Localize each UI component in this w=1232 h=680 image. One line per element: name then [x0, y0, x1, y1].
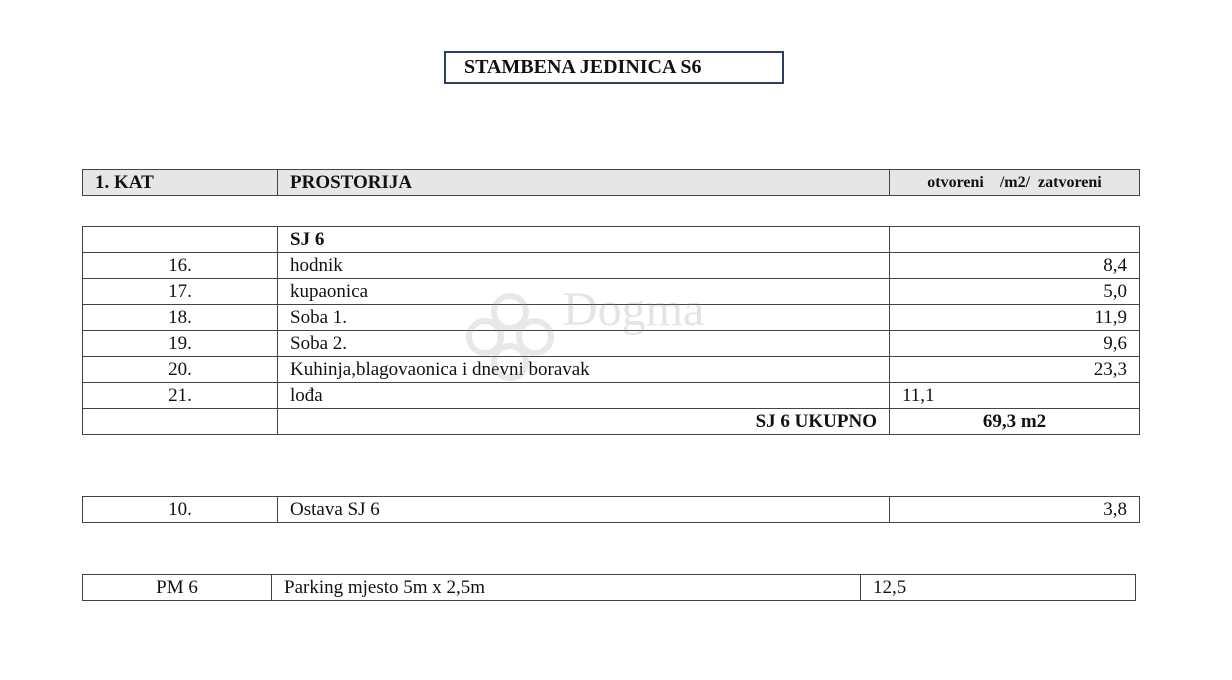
page-title: STAMBENA JEDINICA S6	[444, 51, 784, 84]
room-name: hodnik	[278, 253, 890, 279]
room-number: 19.	[83, 331, 278, 357]
unit-label: SJ 6	[278, 227, 890, 253]
room-area: 5,0	[890, 279, 1140, 305]
room-number: 16.	[83, 253, 278, 279]
room-number: 18.	[83, 305, 278, 331]
unit-label-row	[83, 227, 1140, 253]
watermark-text: Dogma	[563, 283, 705, 336]
rooms-table	[82, 226, 1140, 435]
room-area: 23,3	[890, 357, 1140, 383]
room-area: 8,4	[890, 253, 1140, 279]
storage-number: 10.	[83, 497, 278, 523]
table-row	[83, 253, 1140, 279]
total-row	[83, 409, 1140, 435]
table-row	[83, 331, 1140, 357]
floor-header: 1. KAT	[83, 170, 278, 196]
table-row	[83, 575, 1136, 601]
parking-area: 12,5	[861, 575, 1136, 601]
table-row	[83, 383, 1140, 409]
room-name: Kuhinja,blagovaonica i dnevni boravak	[278, 357, 890, 383]
room-name: Soba 2.	[278, 331, 890, 357]
room-name: kupaonica	[278, 279, 890, 305]
room-area-open: 11,1	[890, 383, 1140, 409]
storage-table	[82, 496, 1140, 523]
table-row	[83, 497, 1140, 523]
total-label: SJ 6 UKUPNO	[278, 409, 890, 435]
room-name: Soba 1.	[278, 305, 890, 331]
area-header: otvoreni /m2/ zatvoreni	[890, 170, 1140, 196]
table-row	[83, 279, 1140, 305]
header-table	[82, 169, 1140, 196]
parking-name: Parking mjesto 5m x 2,5m	[272, 575, 861, 601]
table-row	[83, 357, 1140, 383]
table-row	[83, 305, 1140, 331]
total-value: 69,3 m2	[890, 409, 1140, 435]
parking-number: PM 6	[83, 575, 272, 601]
room-number: 20.	[83, 357, 278, 383]
storage-name: Ostava SJ 6	[278, 497, 890, 523]
room-header: PROSTORIJA	[278, 170, 890, 196]
room-area: 11,9	[890, 305, 1140, 331]
header-row	[83, 170, 1140, 196]
storage-area: 3,8	[890, 497, 1140, 523]
room-name: lođa	[278, 383, 890, 409]
room-area: 9,6	[890, 331, 1140, 357]
parking-table	[82, 574, 1136, 601]
room-number: 17.	[83, 279, 278, 305]
room-number: 21.	[83, 383, 278, 409]
